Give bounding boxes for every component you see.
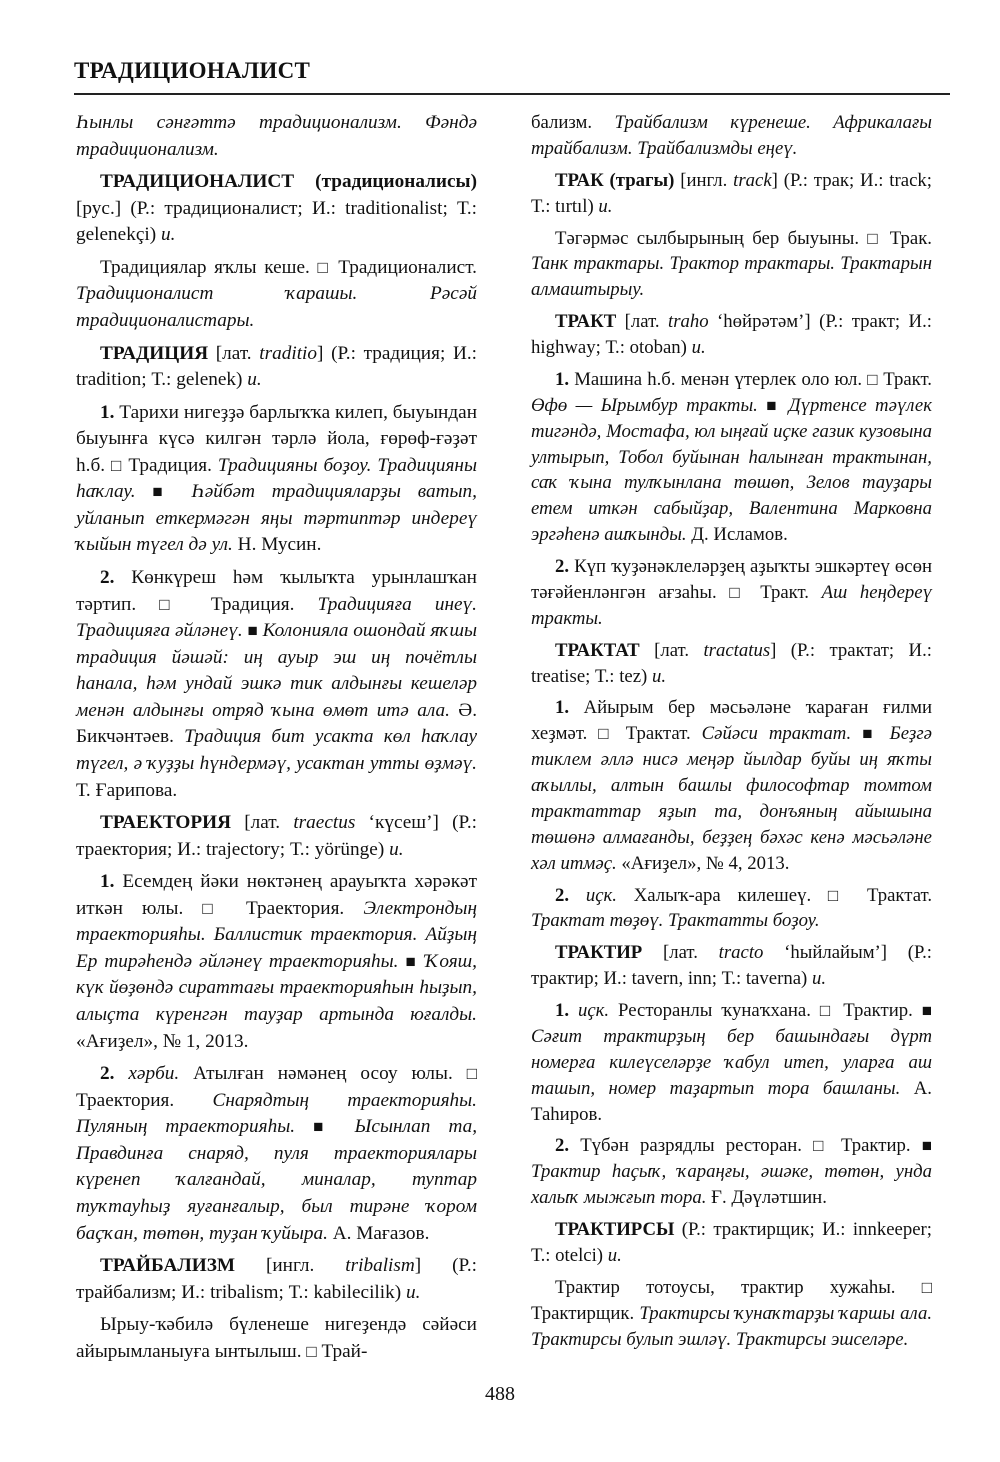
marker: □ xyxy=(827,885,851,905)
definition-text: ] (Р.: традиция; И.: tradition; Т.: gelenek) xyxy=(76,342,478,391)
definition-text: [лат. xyxy=(616,311,668,333)
definition-text: ‘һыйлайым’] (Р.: трактир; И.: tavern, inn; Т.: taverna) xyxy=(531,942,932,990)
marker: □ xyxy=(819,1001,835,1020)
marker: □ xyxy=(306,1341,317,1361)
dictionary-entry xyxy=(531,309,932,361)
definition-text: Түбән разрядлы ресторан. xyxy=(569,1135,814,1157)
entry-sense xyxy=(76,400,477,559)
definition-text: Ә. Бикчәнтәев. xyxy=(76,699,477,748)
definition-text: Көнкүреш һәм ҡылыҡта урынлашҡан тәртип. xyxy=(76,567,477,615)
definition-text: ] (Р.: трактат; И.: treatise; Т.: tez) xyxy=(531,639,932,687)
entry-sense xyxy=(531,998,932,1127)
sense-number: 1. xyxy=(100,871,115,893)
definition-text: Н. Мусин. xyxy=(232,534,322,556)
definition-text xyxy=(851,723,862,744)
sense-number: 1. xyxy=(555,697,570,719)
definition-text: [рус.] (Р.: традиционалист; И.: traditionalist; Т.: gelenekçi) xyxy=(76,197,477,246)
definition-text: Традиция. xyxy=(187,593,318,615)
definition-text: Айырым бер мәсьәләне ҡараған ғилми хеҙмәт. xyxy=(531,697,932,745)
definition-text: [лат. xyxy=(639,639,704,661)
marker: □ xyxy=(159,594,188,614)
definition-text: Траектория. xyxy=(226,897,364,919)
headword: ТРАКТИРСЫ xyxy=(555,1219,675,1240)
marker: ■ xyxy=(152,482,175,502)
marker: □ xyxy=(867,228,882,248)
definition-text: Халыҡ-ара килешеү. xyxy=(616,884,828,906)
example-text: traectus xyxy=(293,812,356,834)
example-text: и. xyxy=(651,665,667,687)
marker: □ xyxy=(867,369,879,389)
definition-text: [лат. xyxy=(208,342,260,364)
definition-text: Тарихи нигеҙҙә барлыҡҡа килеп, быуындан быуынға күсә килгән тәрлә йола, ғөрөф-ғәҙәт һ.б. xyxy=(76,401,477,476)
marker: □ xyxy=(598,724,615,744)
continued-text xyxy=(76,110,477,163)
definition-text: Тәгәрмәс сылбырының бер быуыны. xyxy=(555,227,868,249)
entry-sense xyxy=(531,1133,932,1211)
example-text: и. xyxy=(247,369,262,391)
definition-text: Традициялар яҡлы кеше. xyxy=(100,256,318,278)
entry-sense xyxy=(531,367,932,548)
marker: ■ xyxy=(247,621,258,641)
marker: □ xyxy=(921,1277,932,1297)
definition-text: ] (Р.: трайбализм; И.: tribalism; Т.: kabilecilik) xyxy=(76,1255,478,1303)
marker: ■ xyxy=(862,724,879,744)
example-text: traditio xyxy=(259,342,318,364)
marker: ■ xyxy=(313,1117,337,1137)
definition-text xyxy=(758,395,766,416)
example-text: Традиционалист ҡарашы. Рәсәй традиционалистары. xyxy=(76,283,477,331)
example-text: Трактирсы ҡунаҡтарҙы ҡаршы ала. Трактирсы булып эшләү. Трактирсы эшселәре. xyxy=(531,1302,933,1350)
example-text: Ҡояш, күк йөҙөндә сираттағы траекторияһын һыҙып, алыҫта күренгән тауҙар артында юғалды. xyxy=(76,950,477,1025)
example-text: и. xyxy=(405,1281,421,1303)
header-rule xyxy=(74,93,950,95)
sense-number: 2. xyxy=(100,567,115,588)
example-text: Электрондың траекторияһы. Баллистик траектория. Айҙың Ер тирәһендә әйләнеү траекторияһы. xyxy=(76,897,477,972)
example-text: и. xyxy=(811,968,827,990)
entry-sense xyxy=(76,565,477,804)
example-text: Традицияға инеү. Традицияға әйләнеү. xyxy=(76,593,477,642)
marker: ■ xyxy=(405,951,418,971)
headword: ТРАКТИР xyxy=(555,942,643,964)
definition-text: Традиция. xyxy=(122,454,218,476)
left-column xyxy=(76,110,477,1365)
definition-text: Ырыу-ҡәбилә бүленеше нигеҙендә сәйәси айырымланыуға ынтылыш. xyxy=(76,1314,477,1362)
example-text: track xyxy=(733,169,772,191)
example-text: и. xyxy=(691,337,706,358)
entry-sense xyxy=(76,869,477,1055)
definition-text: Трактат. xyxy=(850,884,933,906)
definition-text: [лат. xyxy=(231,812,294,834)
definition-text: А. Таһиров. xyxy=(531,1077,932,1125)
definition-text: Трактат. xyxy=(614,723,702,745)
marker: □ xyxy=(111,455,123,475)
example-text: tractatus xyxy=(703,639,771,661)
example-text: Аш һеңдереү тракты. xyxy=(531,581,932,629)
definition-text xyxy=(114,1063,128,1084)
entry-sense xyxy=(531,1275,932,1353)
definition-text: [лат. xyxy=(642,942,719,964)
definition-text: Ғ. Дәүләтшин. xyxy=(706,1187,827,1209)
definition-text: Есемдең йәки нөктәнең арауыҡта хәрәкәт иткән юлы. xyxy=(76,871,477,919)
headword: ТРАКТ xyxy=(555,311,617,333)
definition-text: Ресторанлы ҡунаҡхана. xyxy=(609,1000,820,1021)
continued-text xyxy=(531,110,932,162)
definition-text: Тракт. xyxy=(747,581,822,603)
sense-number: 2. xyxy=(555,556,570,577)
definition-text: «Ағиҙел», № 4, 2013. xyxy=(616,852,790,874)
definition-text xyxy=(175,481,192,502)
marker: □ xyxy=(729,582,748,602)
example-text: traho xyxy=(667,311,709,333)
sense-number: 2. xyxy=(100,1063,115,1085)
definition-text: [ингл. xyxy=(235,1255,346,1277)
dictionary-entry xyxy=(531,1217,932,1269)
definition-text: Күп ҡуҙәнәклеләрҙең аҙыҡты эшкәртеү өсөн тәғәйенләнгән ағзаһы. xyxy=(531,556,932,603)
example-text: Колонияла ошондай яҡшы традиция йәшәй: иң ауыр эш иң почётлы һанала, һәм ундай эшкә тик алдынғы кешеләр менән алдынғы отряд ҡына өмөт итә ала. xyxy=(76,620,478,721)
definition-text xyxy=(136,481,153,502)
headword: ТРАКТАТ xyxy=(555,639,640,661)
sense-number: 1. xyxy=(555,368,570,390)
definition-text: «Ағиҙел», № 1, 2013. xyxy=(76,1030,249,1052)
example-text: иҫк. xyxy=(577,1000,610,1021)
headword: ТРАЙБАЛИЗМ xyxy=(100,1255,236,1277)
definition-text: Траектория. xyxy=(76,1089,213,1111)
definition-text: ‘һөйрәтәм’] (Р.: тракт; И.: highway; Т.: otoban) xyxy=(531,311,932,358)
sense-number: 2. xyxy=(555,884,570,906)
example-text: хәрби. xyxy=(128,1063,180,1085)
marker: □ xyxy=(317,257,331,277)
definition-text xyxy=(569,1000,578,1021)
headword: ТРАДИЦИЯ xyxy=(100,342,209,364)
sense-number: 1. xyxy=(100,401,115,423)
marker: ■ xyxy=(921,1136,932,1156)
example-text: и. xyxy=(607,1244,622,1266)
example-text: Трайбализм күренеше. Африкалағы трайбализм. Трайбализмды еңеү. xyxy=(531,112,932,159)
definition-text xyxy=(418,951,425,972)
definition-text: Атылған нәмәнең осоу юлы. xyxy=(179,1063,467,1085)
page-number: 488 xyxy=(485,1383,515,1405)
example-text: Һәйбәт традицияларҙы ватып, уйланып еткермәгән яңы тәртиптәр индереү ҡыйын түгел дә ул. xyxy=(76,481,477,556)
definition-text xyxy=(780,395,788,416)
sense-number: 1. xyxy=(555,1000,570,1021)
entry-sense xyxy=(76,1312,477,1365)
marker: □ xyxy=(466,1064,478,1084)
dictionary-entry xyxy=(531,638,932,690)
definition-text: бализм. xyxy=(531,112,615,133)
example-text: и. xyxy=(160,224,176,246)
sense-number: 2. xyxy=(555,1135,570,1157)
example-text: иҫк. xyxy=(585,884,617,906)
definition-text: Трай- xyxy=(316,1340,368,1362)
example-text: Танк трактары. Трактор трактары. Трактарын алмаштырыу. xyxy=(531,253,932,301)
right-column xyxy=(531,110,932,1352)
definition-text: Т. Ғарипова. xyxy=(76,779,178,801)
example-text: Өфө — Ырымбур тракты. xyxy=(531,394,758,416)
example-text: tribalism xyxy=(345,1255,415,1277)
definition-text: Традиционалист. xyxy=(330,256,477,278)
marker: □ xyxy=(813,1136,830,1156)
running-head: ТРАДИЦИОНАЛИСТ xyxy=(74,58,311,83)
definition-text: Трактир тотоусы, трактир хужаһы. xyxy=(555,1276,922,1298)
entry-sense xyxy=(76,1061,477,1247)
example-text: Дүртенсе тәүлек тигәндә, Мостафа, юл ыңғай иҫке газик кузовына ултырып, Тобол буйынан һалынған трактынан, саҡ ҡына тулҡынлана төшөп, Зелов тауҙары етем иткән сабыйҙар, Валентина Марковна эргәһенә ашҡынды. xyxy=(531,394,933,546)
headword: ТРАДИЦИОНАЛИСТ (традиционалисы) xyxy=(100,171,477,193)
example-text: Ысынлап та, Правдинға снаряд, пуля траекториялары күренеп ҡалғандай, миналар, туптар туҡтауһыҙ яуғанғалыр, был тирәне ҡором баҫҡан, төтөн, туҙан ҡуйыра. xyxy=(76,1116,478,1244)
marker: □ xyxy=(202,898,227,918)
definition-text xyxy=(879,723,890,744)
example-text: и. xyxy=(598,195,613,217)
entry-sense xyxy=(531,883,932,935)
example-text: Беҙгә тиклем әллә нисә меңәр йылдар буйы иң яҡты аҡыллы, алтын башлы философтар томтом трактаттар яҙып та, донъяның айышына төшөнә алмағанды, беҙҙең бәхәс кенә мәсьәләне хәл итмәҫ. xyxy=(531,723,932,874)
headword: ТРАЕКТОРИЯ xyxy=(100,812,232,834)
entry-sense xyxy=(531,554,932,632)
example-text: Традиция бит усакта көл һаҡлау түгел, ә ҡуҙҙы һүндермәү, усактан утты өҙмәү. xyxy=(76,726,477,774)
example-text: Трактат төҙөү. Трактатты боҙоу. xyxy=(531,910,820,932)
definition-text: Трак. xyxy=(881,227,932,249)
definition-text: Трактир. xyxy=(834,1000,922,1021)
definition-text: Трактир. xyxy=(829,1135,922,1157)
definition-text xyxy=(569,885,586,906)
example-text: Трактир һаҫыҡ, ҡараңғы, әшәке, төтөн, унда халыҡ мыжғып тора. xyxy=(531,1161,932,1209)
example-text: Традицияны боҙоу. Традицияны һаҡлау. xyxy=(76,454,477,503)
example-text: Снарядтың траекторияһы. Пуляның траекторияһы. xyxy=(76,1089,477,1138)
example-text: Сәғит трактирҙың бер башындағы дүрт номерға килеүселәрҙе ҡабул итеп, уларға аш ташып, номер таҙартып тора башланы. xyxy=(531,1025,932,1099)
example-text: tracto xyxy=(718,942,764,964)
entry-sense xyxy=(531,226,932,304)
example-text: Һынлы сәнғәттә традиционализм. Фәндә традиционализм. xyxy=(76,112,477,160)
definition-text xyxy=(337,1116,355,1137)
definition-text: (Р.: трактирщик; И.: innkeeper; Т.: otelci) xyxy=(531,1219,932,1266)
dictionary-entry xyxy=(531,940,932,992)
definition-text: ‘күсеш’] (Р.: траектория; И.: trajectory; Т.: yörünge) xyxy=(76,812,477,860)
definition-text: Трактирщик. xyxy=(531,1302,640,1324)
marker: ■ xyxy=(766,395,781,415)
example-text: и. xyxy=(389,838,404,860)
definition-text: Тракт. xyxy=(878,368,932,390)
headword: ТРАК (трагы) xyxy=(555,169,675,191)
example-text: Сәйәси трактат. xyxy=(701,723,852,745)
definition-text: [ингл. xyxy=(674,169,734,191)
marker: ■ xyxy=(921,1001,932,1020)
definition-text: Машина һ.б. менән үтерлек оло юл. xyxy=(569,368,868,390)
definition-text xyxy=(295,1116,313,1137)
definition-text: ] (Р.: трак; И.: track; Т.: tırtıl) xyxy=(531,169,932,217)
dictionary-entry xyxy=(76,169,477,249)
dictionary-entry xyxy=(531,168,932,220)
dictionary-entry xyxy=(76,810,477,863)
dictionary-entry xyxy=(76,1253,477,1306)
entry-sense xyxy=(531,695,932,876)
definition-text: Д. Исламов. xyxy=(686,524,788,546)
definition-text: А. Мағазов. xyxy=(327,1222,430,1244)
dictionary-entry xyxy=(76,341,477,394)
entry-sense xyxy=(76,255,477,335)
